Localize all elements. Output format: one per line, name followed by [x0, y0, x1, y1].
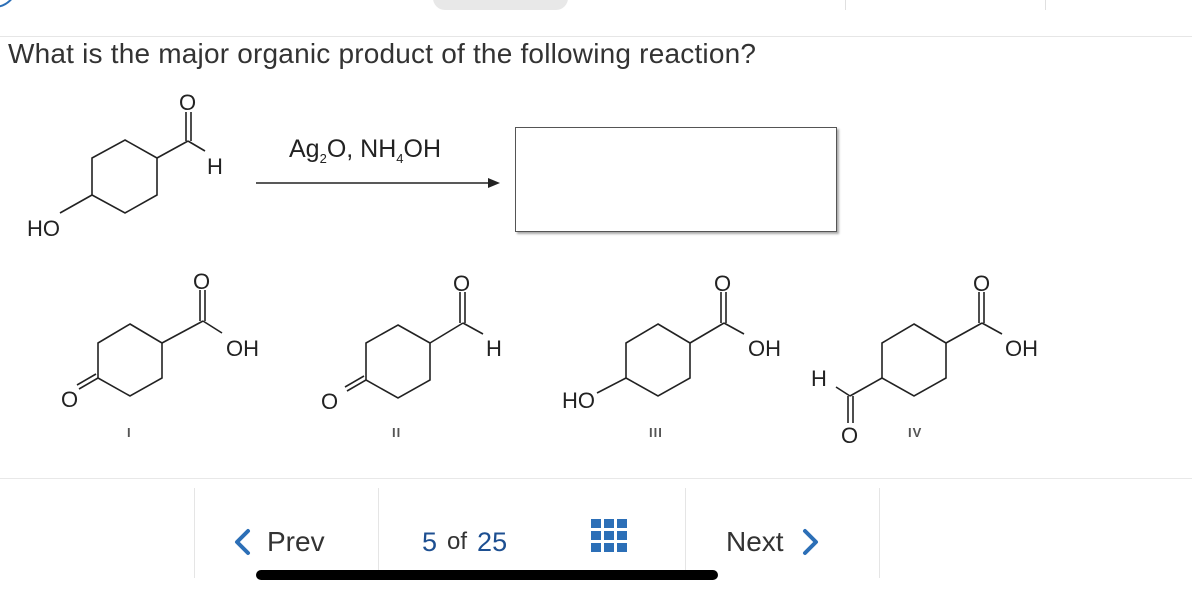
question-text: What is the major organic product of the following reaction?: [8, 38, 757, 69]
reagent-part: O, NH: [326, 135, 397, 163]
reagent-part: OH: [403, 135, 442, 163]
choice-structure[interactable]: [321, 271, 502, 414]
choice-ring-o: O: [321, 389, 339, 414]
reagent-subscript: 2: [319, 151, 327, 166]
answer-drop-box[interactable]: [515, 127, 837, 232]
choice-ring-sub-o: O: [841, 423, 859, 448]
choice-carbonyl-o: O: [193, 269, 211, 294]
choice-structure[interactable]: [61, 269, 259, 412]
choice-carbonyl-o: O: [714, 271, 732, 296]
home-indicator[interactable]: [256, 570, 718, 580]
chevron-right-icon: [800, 528, 820, 556]
next-label: Next: [726, 526, 784, 557]
nav-separator: [378, 488, 379, 578]
reactant-structure: [27, 90, 223, 241]
choice-ring-sub: H: [811, 366, 827, 391]
reagent-label: [289, 135, 441, 166]
reactant-aldehyde-h: H: [207, 154, 223, 179]
choice-group: OH: [748, 336, 781, 361]
choice-carbonyl-o: O: [973, 271, 991, 296]
page-indicator: [422, 522, 507, 562]
next-button[interactable]: [726, 522, 820, 562]
choice-ring-sub: HO: [562, 388, 595, 413]
grid-icon[interactable]: [591, 519, 627, 553]
choice-marker: IV: [908, 425, 923, 440]
choice-structure[interactable]: [811, 271, 1038, 448]
nav-separator: [685, 488, 686, 578]
current-page: 5: [422, 526, 438, 557]
choice-structure[interactable]: [562, 271, 781, 413]
nav-separator: [194, 488, 195, 578]
reagent-part: Ag: [289, 135, 320, 163]
cyclohexane-ring: [92, 140, 157, 213]
choice-carbonyl-o: O: [453, 271, 471, 296]
reaction-arrow: [256, 178, 500, 188]
choice-marker: III: [649, 425, 663, 440]
choice-marker: I: [127, 425, 132, 440]
page-of-label: of: [447, 528, 468, 555]
reagent-subscript: 4: [396, 151, 404, 166]
nav-separator: [879, 488, 880, 578]
reactant-carbonyl-o: O: [179, 90, 197, 115]
choice-group: OH: [1005, 336, 1038, 361]
chevron-left-icon: [233, 528, 253, 556]
total-pages: 25: [477, 526, 508, 557]
reactant-hydroxyl: HO: [27, 216, 60, 241]
choice-group: H: [486, 336, 502, 361]
prev-button[interactable]: [233, 522, 325, 562]
choice-group: OH: [226, 336, 259, 361]
prev-label: Prev: [267, 526, 325, 557]
choice-ring-o: O: [61, 387, 79, 412]
choice-marker: II: [392, 425, 402, 440]
